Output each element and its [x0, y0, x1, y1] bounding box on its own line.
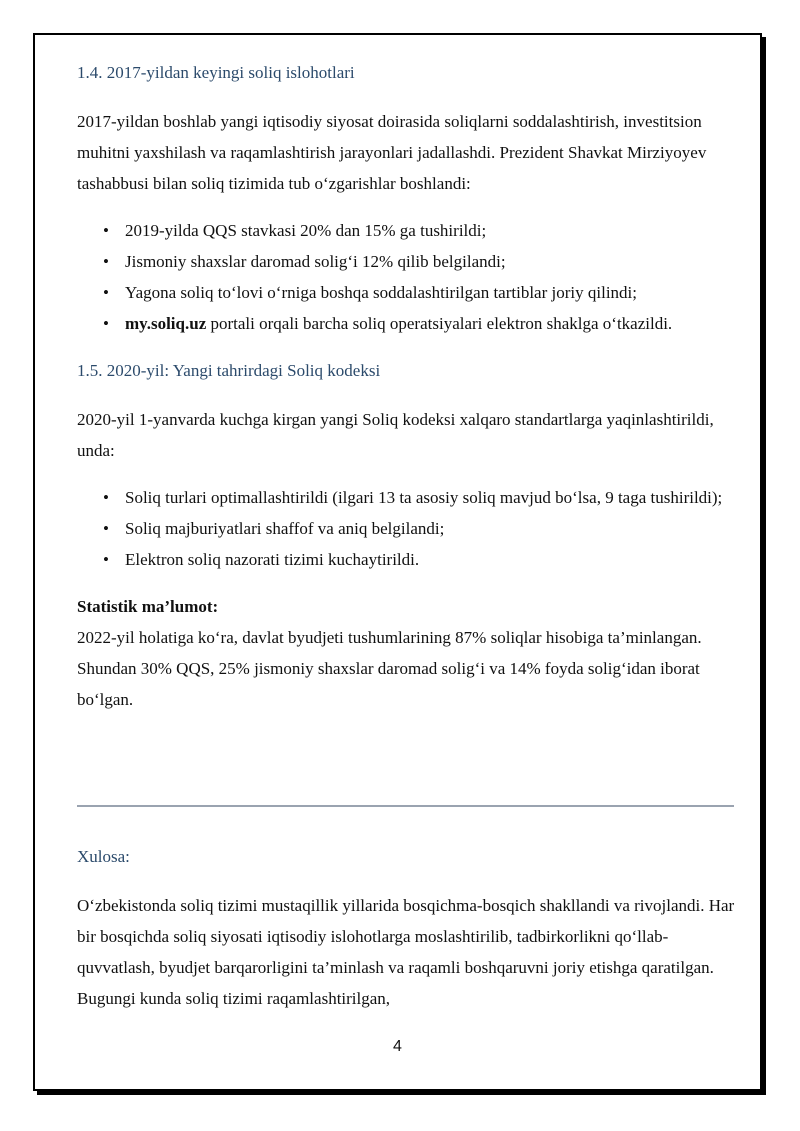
section-1-4-intro: 2017-yildan boshlab yangi iqtisodiy siyosat doirasida soliqlarni soddalashtirish, investitsion muhitni yaxshilash va raqamlashtirish jarayonlari jadallashdi. Prezident Shavkat Mirziyoyev tashabbusi bilan soliq tizimida tub o‘zgarishlar boshlandi: — [77, 112, 707, 193]
list-item: • Soliq majburiyatlari shaffof va aniq belgilandi; — [77, 513, 737, 544]
document-page — [33, 33, 762, 1091]
list-item: • Jismoniy shaxslar daromad solig‘i 12% qilib belgilandi; — [77, 246, 737, 277]
section-1-5-intro: 2020-yil 1-yanvarda kuchga kirgan yangi Soliq kodeksi xalqaro standartlarga yaqinlashtirildi, unda: — [77, 410, 714, 460]
list-item — [77, 308, 737, 339]
stats-label: Statistik ma’lumot: — [77, 597, 219, 616]
portal-name: my.soliq.uz — [125, 314, 207, 333]
list-item: • Yagona soliq to‘lovi o‘rniga boshqa soddalashtirilgan tartiblar joriy qilindi; — [77, 277, 737, 308]
section-1-5-list — [77, 482, 737, 575]
section-1-4-heading: 1.4. 2017-yildan keyingi soliq islohotlari — [77, 63, 355, 82]
conclusion-heading: Xulosa: — [77, 847, 130, 866]
conclusion-section — [77, 841, 737, 1014]
list-item-text: portali orqali barcha soliq operatsiyalari elektron shaklga o‘tkazildi. — [206, 314, 673, 333]
section-1-5-heading: 1.5. 2020-yil: Yangi tahrirdagi Soliq kodeksi — [77, 361, 381, 380]
main-content — [77, 57, 737, 715]
section-1-4-list — [77, 215, 737, 339]
page-number: 4 — [393, 1038, 402, 1055]
list-item: • 2019-yilda QQS stavkasi 20% dan 15% ga tushirildi; — [77, 215, 737, 246]
stats-text: 2022-yil holatiga ko‘ra, davlat byudjeti tushumlarining 87% soliqlar hisobiga ta’minlangan. Shundan 30% QQS, 25% jismoniy shaxslar daromad solig‘i va 14% foyda solig‘idan iborat bo‘lgan. — [77, 628, 702, 709]
list-item: • Elektron soliq nazorati tizimi kuchaytirildi. — [77, 544, 737, 575]
list-item: • Soliq turlari optimallashtirildi (ilgari 13 ta asosiy soliq mavjud bo‘lsa, 9 taga tushirildi); — [77, 482, 737, 513]
conclusion-text: O‘zbekistonda soliq tizimi mustaqillik yillarida bosqichma-bosqich shakllandi va rivojlandi. Har bir bosqichda soliq siyosati iqtisodiy islohotlarga moslashtirilib, tadbirkorlikni qo‘llab-quvvatlash, byudjet barqarorligini ta’minlash va raqamli boshqaruvni joriy etishga qaratilgan. Bugungi kunda soliq tizimi raqamlashtirilgan, — [77, 896, 735, 1008]
section-divider — [77, 805, 734, 807]
